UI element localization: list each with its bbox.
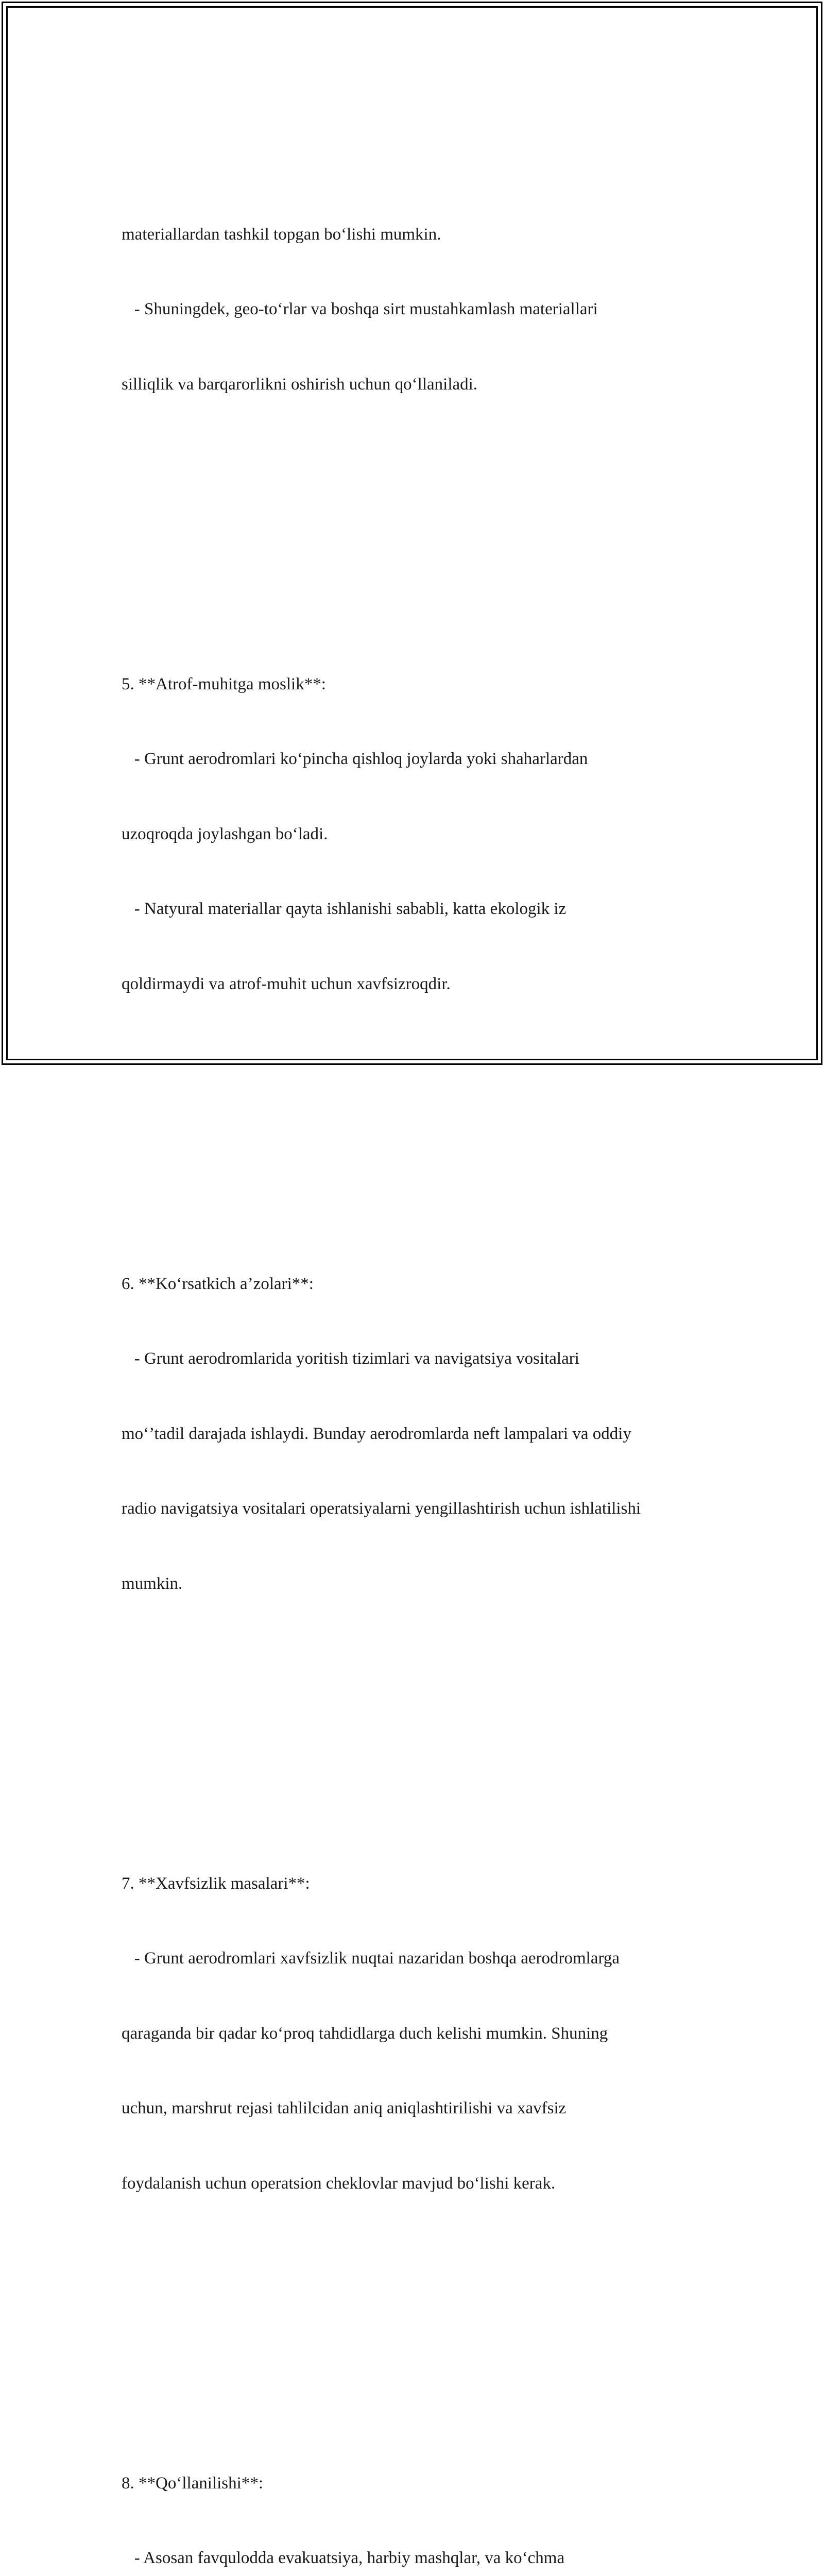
paragraph-gap bbox=[122, 522, 719, 547]
section-7 bbox=[122, 1821, 719, 2246]
intro-paragraph bbox=[122, 172, 719, 447]
text-line: - Asosan favqulodda evakuatsiya, harbiy mashqlar, va ko‘chma bbox=[122, 2546, 719, 2571]
text-line: uzoqroqda joylashgan bo‘ladi. bbox=[122, 822, 719, 847]
text-line: silliqlik va barqarorlikni oshirish uchun qo‘llaniladi. bbox=[122, 372, 719, 397]
text-line: - Grunt aerodromlari xavfsizlik nuqtai nazaridan boshqa aerodromlarga bbox=[122, 1946, 719, 1971]
paragraph-gap bbox=[122, 1721, 719, 1747]
text-line: materiallardan tashkil topgan bo‘lishi mumkin. bbox=[122, 222, 719, 247]
text-line: - Grunt aerodromlarida yoritish tizimlari va navigatsiya vositalari bbox=[122, 1346, 719, 1371]
text-line: - Shuningdek, geo-to‘rlar va boshqa sirt mustahkamlash materiallari bbox=[122, 297, 719, 322]
section-heading: 5. **Atrof-muhitga moslik**: bbox=[122, 672, 719, 697]
section-6 bbox=[122, 1222, 719, 1647]
document-body bbox=[122, 97, 719, 2576]
section-heading: 6. **Ko‘rsatkich a’zolari**: bbox=[122, 1272, 719, 1297]
text-line: qaraganda bir qadar ko‘proq tahdidlarga duch kelishi mumkin. Shuning bbox=[122, 2021, 719, 2046]
section-5 bbox=[122, 622, 719, 1047]
text-line: radio navigatsiya vositalari operatsiyalarni yengillashtirish uchun ishlatilishi bbox=[122, 1496, 719, 1521]
section-heading: 7. **Xavfsizlik masalari**: bbox=[122, 1871, 719, 1896]
text-line: uchun, marshrut rejasi tahlilcidan aniq aniqlashtirilishi va xavfsiz bbox=[122, 2096, 719, 2121]
text-line: - Natyural materiallar qayta ishlanishi sababli, katta ekologik iz bbox=[122, 896, 719, 922]
section-8 bbox=[122, 2421, 719, 2576]
section-heading: 8. **Qo‘llanilishi**: bbox=[122, 2471, 719, 2496]
text-line: qoldirmaydi va atrof-muhit uchun xavfsizroqdir. bbox=[122, 972, 719, 997]
text-line: mo‘’tadil darajada ishlaydi. Bunday aerodromlarda neft lampalari va oddiy bbox=[122, 1421, 719, 1447]
text-line: foydalanish uchun operatsion cheklovlar mavjud bo‘lishi kerak. bbox=[122, 2171, 719, 2196]
paragraph-gap bbox=[122, 2321, 719, 2346]
paragraph-gap bbox=[122, 1122, 719, 1147]
text-line: - Grunt aerodromlari ko‘pincha qishloq joylarda yoki shaharlardan bbox=[122, 747, 719, 772]
text-line: mumkin. bbox=[122, 1571, 719, 1597]
